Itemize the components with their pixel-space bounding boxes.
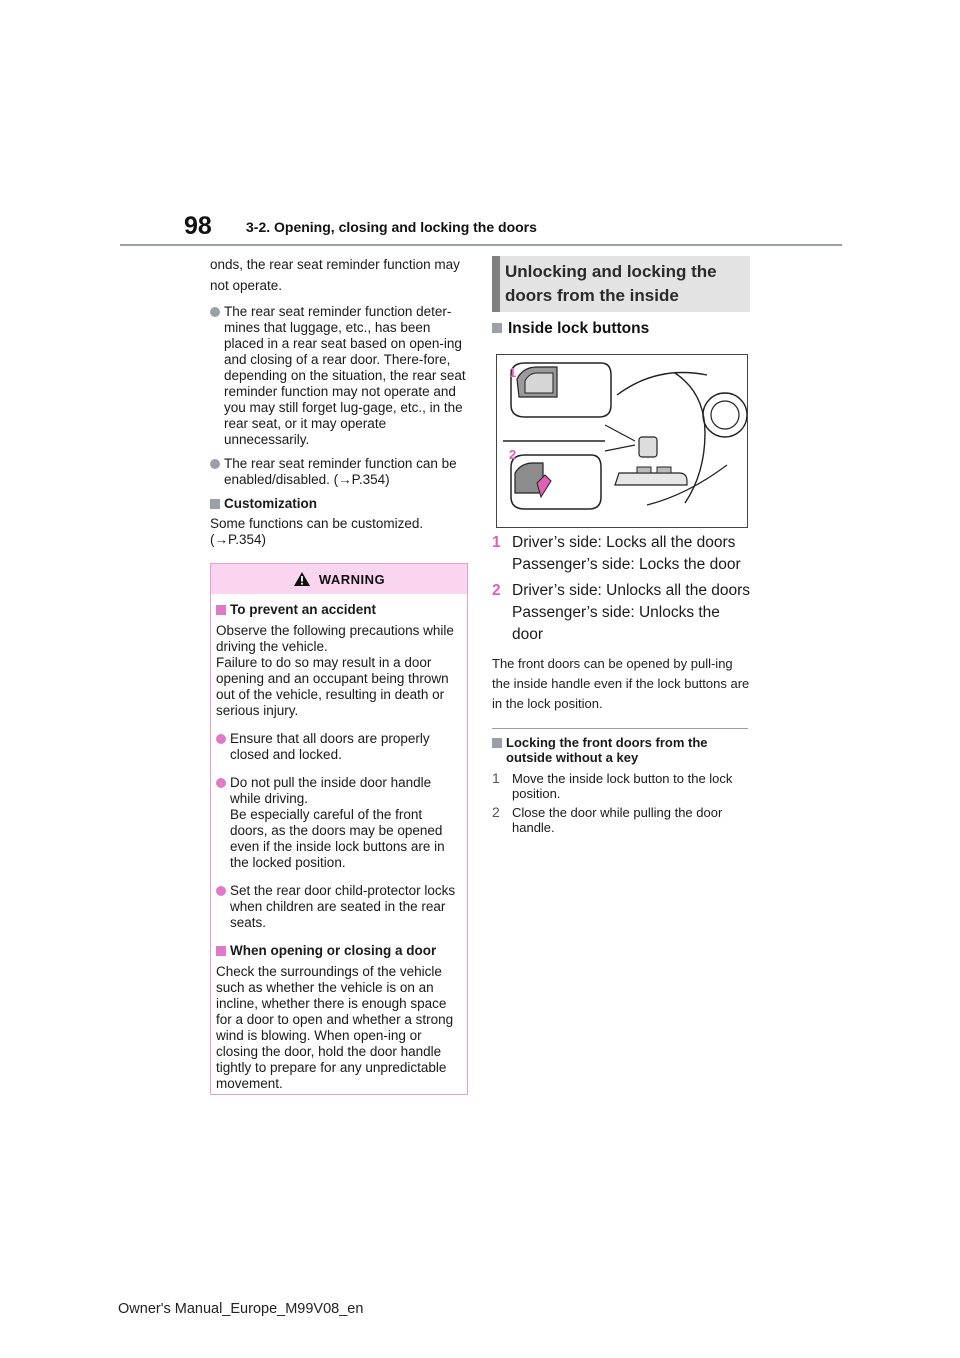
warning-heading: To prevent an accident — [216, 602, 462, 618]
figure-label-2: 2 — [509, 447, 517, 462]
warning-heading-2: When opening or closing a door — [216, 943, 462, 959]
intro-text: onds, the rear seat reminder function may not operate. — [210, 257, 460, 293]
door-lock-illustration — [496, 354, 748, 528]
square-bullet-icon — [216, 605, 226, 615]
note-text: The front doors can be opened by pull-ing the inside handle even if the lock buttons are in the lock position. — [492, 656, 750, 711]
locking-heading: Locking the front doors from the outside without a key — [492, 735, 754, 765]
bullet-icon — [210, 459, 220, 469]
square-bullet-icon — [492, 323, 502, 333]
door-lock-drawing — [497, 355, 747, 527]
page-number: 98 — [184, 212, 212, 240]
bullet-icon — [216, 734, 226, 744]
customization-text: Some functions can be customized. (→P.354) — [210, 516, 424, 547]
warning-text-2: Check the surroundings of the vehicle such as whether the vehicle is on an incline, whether there is enough space for a door to open and whether a strong wind is blowing. When open-ing or closing the door, hold the door handle tightly to prepare for any unpredictable movement. — [216, 964, 454, 1091]
subsection-title-line2: doors from the inside — [505, 286, 679, 305]
bullet-icon — [216, 778, 226, 788]
subsection-title-line1: Unlocking and locking the — [505, 262, 717, 281]
list-item: The rear seat reminder function can be enabled/disabled. (→P.354) — [210, 456, 468, 488]
step-item: 2 Close the door while pulling the door handle. — [492, 804, 723, 835]
warning-header: WARNING — [211, 564, 467, 594]
step-item: 1 Driver’s side: Locks all the doors — [492, 534, 736, 551]
square-bullet-icon — [216, 946, 226, 956]
bullet-icon — [216, 886, 226, 896]
warning-triangle-icon — [293, 571, 311, 587]
lock-buttons-heading: Inside lock buttons — [492, 320, 649, 338]
warning-body — [211, 594, 467, 1092]
figure-label-1: 1 — [509, 365, 517, 380]
customization-heading: Customization — [210, 496, 468, 512]
list-item: Do not pull the inside door handle while driving. Be especially careful of the front doors, as the doors may be opened even if the inside lock buttons are in the locked position. — [216, 775, 462, 871]
step-item: 1 Move the inside lock button to the lock position. — [492, 770, 733, 801]
subsection-header — [492, 256, 750, 312]
square-bullet-icon — [210, 499, 220, 509]
warning-intro: Observe the following precautions while driving the vehicle. — [216, 623, 454, 654]
step-item-sub: Passenger’s side: Unlocks the door — [512, 604, 720, 643]
warning-intro-2: Failure to do so may result in a door opening and an occupant being thrown out of the vehicle, resulting in death or serious injury. — [216, 655, 449, 718]
list-item: Ensure that all doors are properly closed and locked. — [216, 731, 462, 763]
step-item-sub: Passenger’s side: Locks the door — [512, 556, 741, 573]
list-item: The rear seat reminder function deter-mines that luggage, etc., has been placed in a rear seat based on open-ing and closing of a rear door. There-fore, depending on the situation, the rear seat reminder function may not operate and you may still forget lug-gage, etc., in the rear seat, or it may operate unnecessarily. — [210, 304, 468, 448]
warning-box — [210, 563, 468, 1095]
list-item: Set the rear door child-protector locks when children are seated in the rear seats. — [216, 883, 462, 931]
footer-doc-id: Owner's Manual_Europe_M99V08_en — [118, 1301, 364, 1317]
section-title: 3-2. Opening, closing and locking the doors — [246, 219, 537, 235]
header-divider — [120, 244, 842, 246]
bullet-icon — [210, 307, 220, 317]
section-divider — [492, 728, 748, 729]
square-bullet-icon — [492, 738, 502, 748]
right-steps — [492, 532, 754, 835]
left-column — [210, 254, 468, 548]
subsection-bar — [492, 256, 500, 312]
step-item: 2 Driver’s side: Unlocks all the doors — [492, 582, 751, 599]
